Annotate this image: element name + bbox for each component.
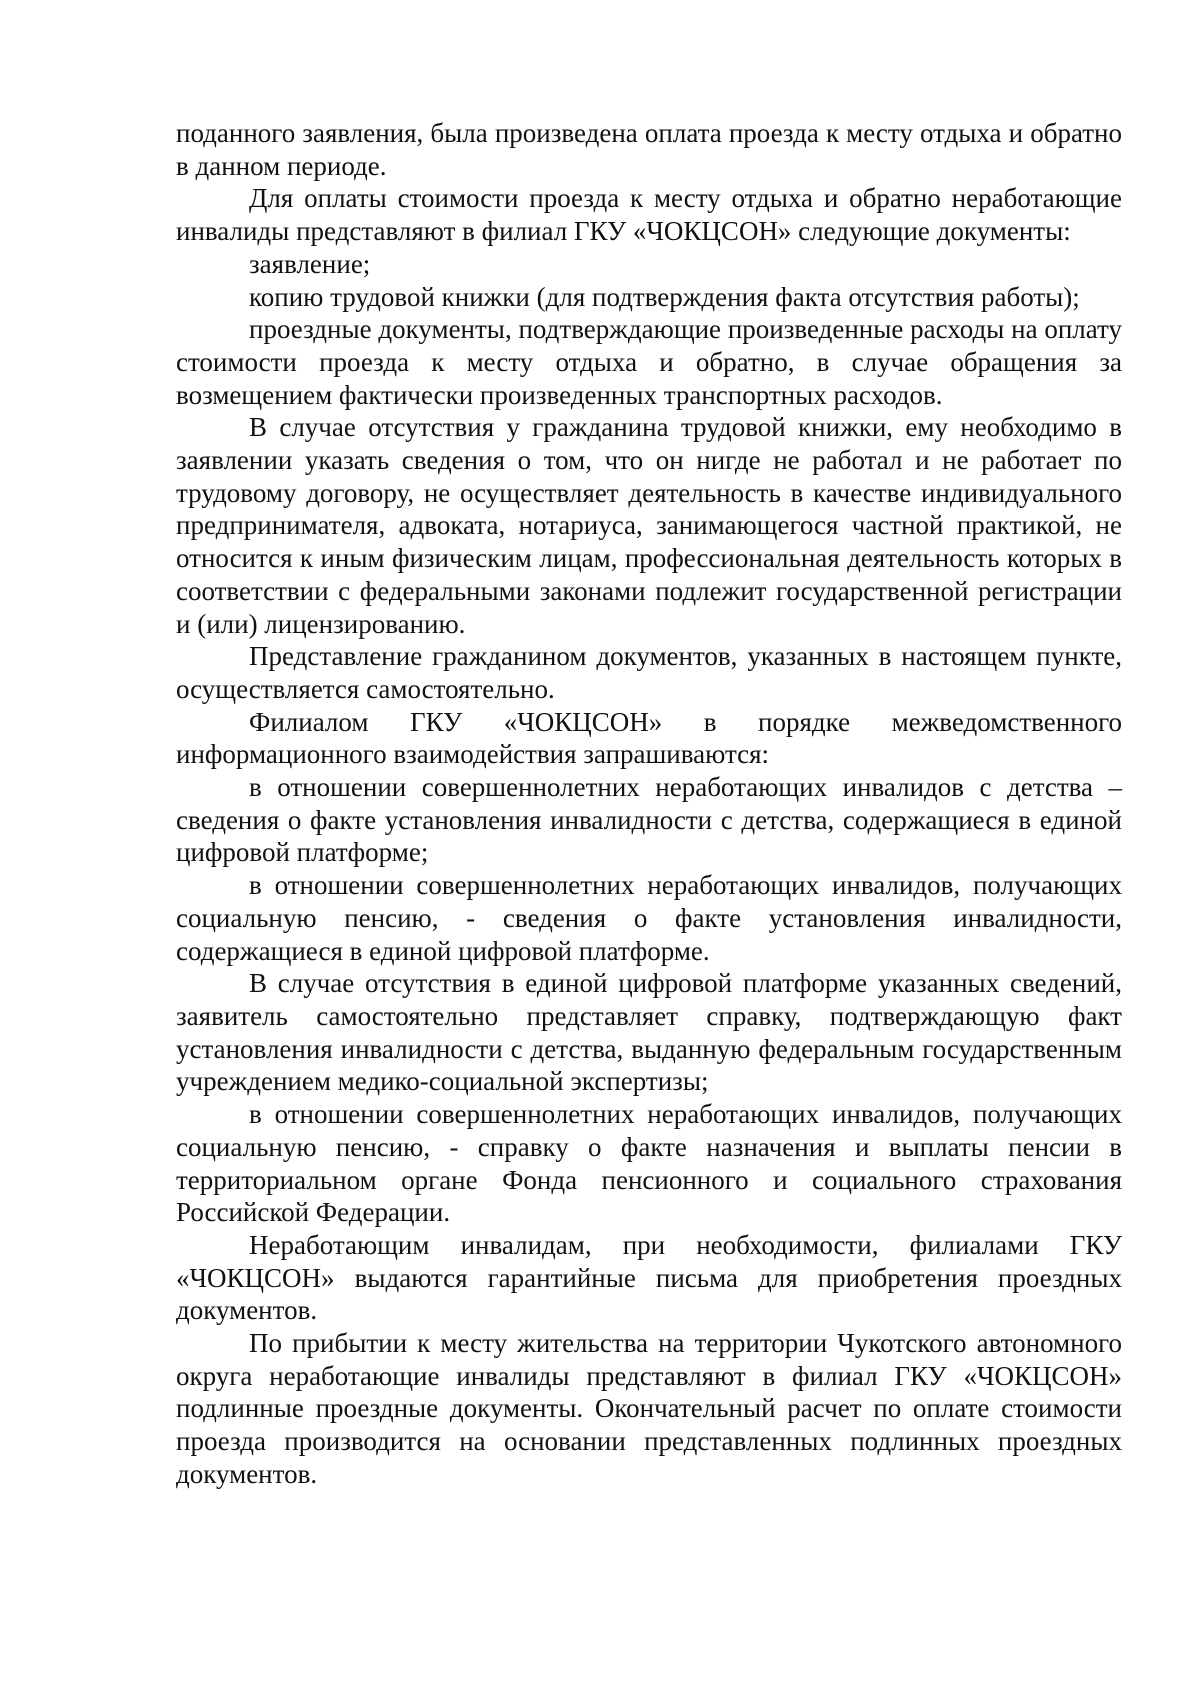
- list-item-travel-documents: проездные документы, подтверждающие произведенные расходы на оплату стоимости проезда к месту отдыха и обратно, в случае обращения за возмещением фактически произведенных транспортных расходов.: [176, 314, 1122, 410]
- list-item-childhood-disability: в отношении совершеннолетних неработающих инвалидов с детства – сведения о факте установления инвалидности с детства, содержащиеся в единой цифровой платформе;: [176, 772, 1122, 868]
- list-item-employment-record: копию трудовой книжки (для подтверждения факта отсутствия работы);: [249, 281, 1080, 312]
- paragraph-self-submission: Представление гражданином документов, указанных в настоящем пункте, осуществляется самостоятельно.: [176, 641, 1122, 704]
- paragraph-interagency-requests: Филиалом ГКУ «ЧОКЦСОН» в порядке межведомственного информационного взаимодействия запрашиваются:: [176, 706, 1122, 770]
- list-item-application: заявление;: [249, 248, 371, 279]
- paragraph-continuation: поданного заявления, была произведена оплата проезда к месту отдыха и обратно в данном периоде.: [176, 118, 1122, 181]
- paragraph-payment-documents-intro: Для оплаты стоимости проезда к месту отдыха и обратно неработающие инвалиды представляют в филиал ГКУ «ЧОКЦСОН» следующие документы:: [176, 183, 1122, 247]
- paragraph-final-settlement: По прибытии к месту жительства на территории Чукотского автономного округа неработающие инвалиды представляют в филиал ГКУ «ЧОКЦСОН» подлинные проездные документы. Окончательный расчет по оплате стоимости проезда производится на основании представленных подлинных проездных документов.: [176, 1328, 1122, 1489]
- paragraph-guarantee-letters: Неработающим инвалидам, при необходимости, филиалами ГКУ «ЧОКЦСОН» выдаются гарантийные письма для приобретения проездных документов.: [176, 1229, 1122, 1326]
- list-item-social-pension-disability: в отношении совершеннолетних неработающих инвалидов, получающих социальную пенсию, - сведения о факте установления инвалидности, содержащиеся в единой цифровой платформе.: [176, 870, 1122, 966]
- paragraph-missing-platform-data: В случае отсутствия в единой цифровой платформе указанных сведений, заявитель самостоятельно представляет справку, подтверждающую факт установления инвалидности с детства, выданную федеральным государственным учреждением медико-социальной экспертизы;: [176, 968, 1122, 1097]
- paragraph-no-employment-record: В случае отсутствия у гражданина трудовой книжки, ему необходимо в заявлении указать сведения о том, что он нигде не работал и не работает по трудовому договору, не осуществляет деятельность в качестве индивидуального предпринимателя, адвоката, нотариуса, занимающегося частной практикой, не относится к иным физическим лицам, профессиональная деятельность которых в соответствии с федеральными законами подлежит государственной регистрации и (или) лицензированию.: [176, 412, 1122, 639]
- list-item-pension-certificate: в отношении совершеннолетних неработающих инвалидов, получающих социальную пенсию, - справку о факте назначения и выплаты пенсии в территориальном органе Фонда пенсионного и социального страхования Российской Федерации.: [176, 1099, 1122, 1228]
- document-body: [176, 117, 1122, 1491]
